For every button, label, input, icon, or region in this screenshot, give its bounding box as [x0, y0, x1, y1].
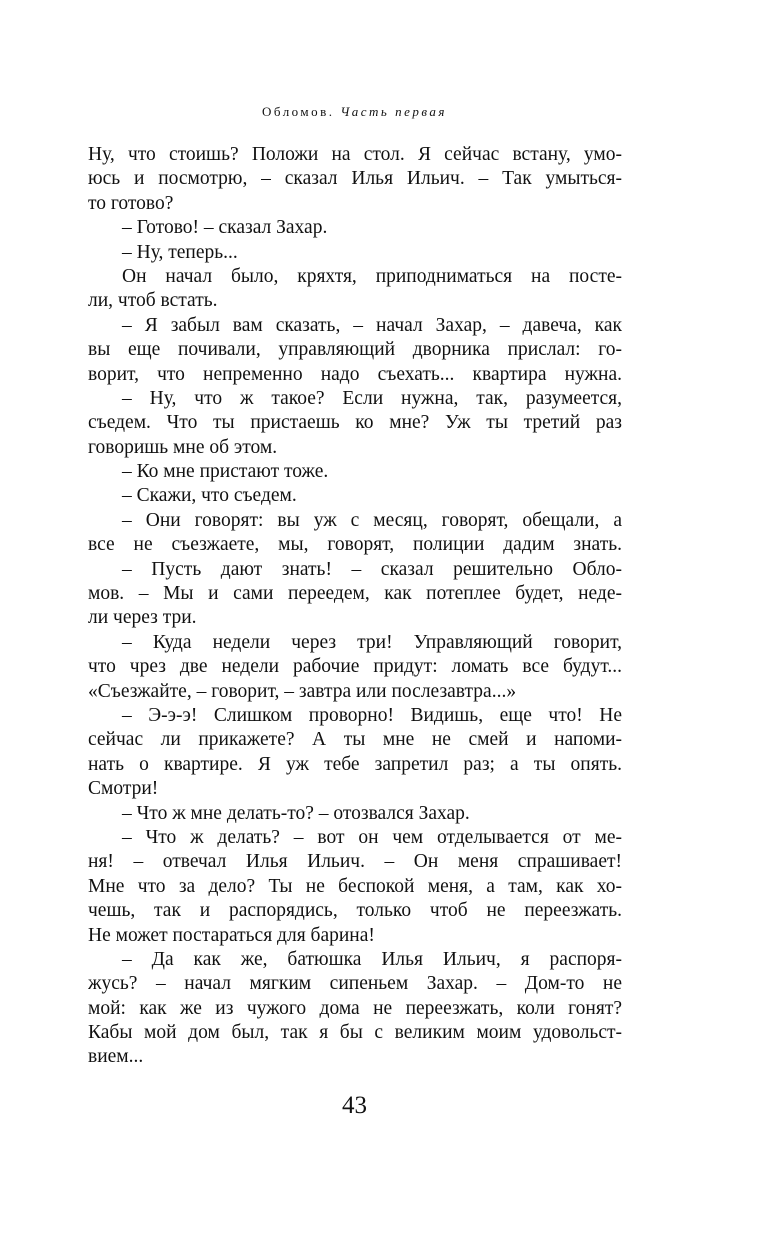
text-line: – Куда недели через три! Управляющий говорит,	[122, 631, 622, 653]
text-line: жусь? – начал мягким сипеньем Захар. – Дом-то не	[88, 973, 622, 995]
running-head-part-title: Часть первая	[340, 104, 447, 119]
text-line: – Ко мне пристают тоже.	[122, 461, 329, 483]
text-line: нать о квартире. Я уж тебе запретил раз; а ты опять.	[88, 753, 622, 775]
running-head	[0, 104, 709, 120]
text-line: говоришь мне об этом.	[88, 436, 278, 458]
text-line: – Ну, что ж такое? Если нужна, так, разумеется,	[122, 387, 622, 409]
text-line: Смотри!	[88, 778, 159, 800]
text-line: сейчас ли прикажете? А ты мне не смей и напоми-	[88, 729, 622, 751]
text-line: Ну, что стоишь? Положи на стол. Я сейчас встану, умо-	[88, 144, 622, 165]
text-line: юсь и посмотрю, – сказал Илья Ильич. – Так умыться-	[88, 168, 622, 190]
text-line: – Э-э-э! Слишком проворно! Видишь, еще что! Не	[122, 704, 622, 726]
text-line: – Ну, теперь...	[122, 241, 238, 263]
text-line: – Что ж делать? – вот он чем отделывается от ме-	[122, 826, 622, 848]
text-line: вием...	[88, 1046, 144, 1068]
page-number: 43	[342, 1092, 367, 1119]
text-line: мов. – Мы и сами переедем, как потеплее будет, неде-	[88, 583, 622, 605]
text-line: Кабы мой дом был, так я бы с великим моим удовольст-	[88, 1022, 622, 1044]
body-text	[88, 143, 622, 1070]
text-line: Он начал было, кряхтя, приподниматься на посте-	[122, 265, 622, 287]
text-line: – Готово! – сказал Захар.	[122, 217, 328, 239]
text-line: чешь, так и распорядись, только чтоб не переезжать.	[88, 900, 622, 922]
text-line: – Я забыл вам сказать, – начал Захар, – давеча, как	[122, 314, 622, 336]
text-line: Не может постараться для барина!	[88, 924, 375, 946]
text-line: – Да как же, батюшка Илья Ильич, я распоря-	[122, 948, 622, 970]
text-line: – Что ж мне делать-то? – отозвался Захар.	[122, 802, 470, 824]
text-line: съедем. Что ты пристаешь ко мне? Уж ты третий раз	[88, 412, 622, 434]
text-line: Мне что за дело? Ты не беспокой меня, а там, как хо-	[88, 875, 622, 897]
text-line: – Скажи, что съедем.	[122, 485, 297, 507]
text-line: – Пусть дают знать! – сказал решительно Обло-	[122, 558, 622, 580]
text-line: мой: как же из чужого дома не переезжать, коли гонят?	[88, 997, 622, 1019]
text-line: ли через три.	[88, 607, 197, 629]
text-line: ворит, что непременно надо съехать... квартира нужна.	[88, 363, 622, 385]
text-line: ли, чтоб встать.	[88, 290, 218, 312]
text-line: все не съезжаете, мы, говорят, полиции дадим знать.	[88, 534, 622, 556]
running-head-book-title: Обломов.	[262, 104, 335, 119]
text-line: что чрез две недели рабочие придут: ломать все будут...	[88, 656, 622, 678]
text-line: ня! – отвечал Илья Ильич. – Он меня спрашивает!	[88, 851, 622, 873]
text-line: – Они говорят: вы уж с месяц, говорят, обещали, а	[122, 509, 622, 531]
text-line: «Съезжайте, – говорит, – завтра или послезавтра...»	[88, 680, 517, 702]
text-line: вы еще почивали, управляющий дворника прислал: го-	[88, 339, 622, 361]
text-line: то готово?	[88, 192, 174, 214]
